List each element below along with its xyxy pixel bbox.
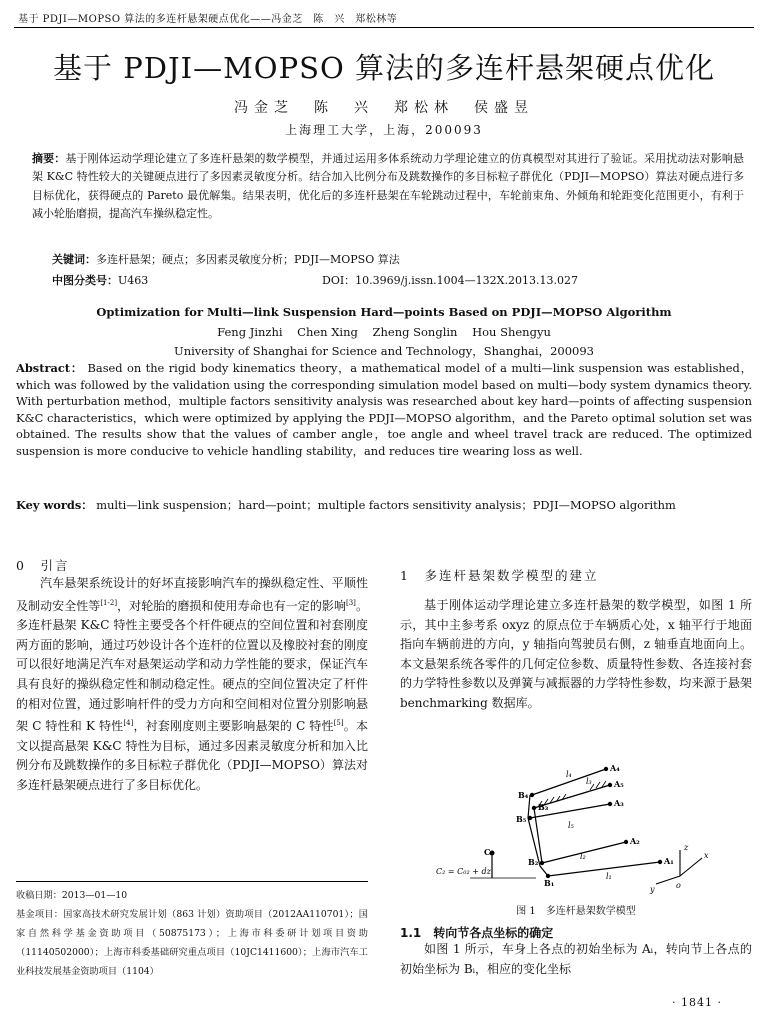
running-head: 基于 PDJI—MOPSO 算法的多连杆悬架硬点优化——冯金芝 陈 兴 郑松林等 (18, 14, 398, 25)
label-y: y (650, 885, 655, 894)
hardpoint-a4 (604, 767, 608, 771)
section-1-heading: 1 多连杆悬架数学模型的建立 (400, 568, 599, 583)
subsection-1-1-heading-text: 1.1 转向节各点坐标的确定 (400, 926, 554, 940)
label-c: C (484, 847, 491, 857)
authors: 冯金芝 陈 兴 郑松林 侯盛昱 (234, 100, 534, 116)
label-l3: l₃ (586, 777, 592, 786)
label-l1: l₁ (606, 872, 612, 881)
keywords-zh-text: 多连杆悬架；硬点；多因素灵敏度分析；PDJI—MOPSO 算法 (96, 253, 400, 266)
affiliation: 上海理工大学，上海，200093 (285, 123, 483, 137)
subsection-1-1-paragraph: 如图 1 所示，车身上各点的初始坐标为 Aᵢ，转向节上各点的初始坐标为 Bᵢ，相应的变化坐标 (400, 942, 752, 976)
label-l4: l₄ (566, 770, 572, 779)
abstract-en-label: Abstract： (16, 361, 84, 375)
keywords-zh (52, 251, 742, 267)
label-x: x (704, 851, 709, 860)
label-o: o (676, 881, 681, 890)
figure-1-caption: 图 1 多连杆悬架数学模型 (516, 906, 636, 917)
keywords-zh-label: 关键词： (52, 253, 96, 266)
text-run: 。本文以提高悬架 K&C 特性为目标，通过多因素灵敏度分析和加入比例分布及跳数操作的多目标粒子群优化（PDJI—MOPSO）算法对多连杆悬架硬点进行了多目标优化。 (16, 719, 369, 792)
text-run: 汽车悬架系统设计的好坏直接影响汽车的操纵稳定性、平顺性及制动安全性等 (16, 576, 368, 613)
label-b2: B₂ (528, 857, 539, 867)
citation-ref: [1-2] (100, 598, 118, 607)
citation-ref: [3] (346, 598, 356, 607)
label-a4: A₄ (610, 763, 620, 773)
label-cz: C₂ = C₀₂ + dz (436, 867, 491, 876)
abstract-en (16, 360, 752, 460)
footnote (16, 886, 368, 981)
section-0-heading: 0 引言 (16, 558, 70, 573)
hardpoint-a5 (608, 783, 612, 787)
classification-code: U463 (118, 274, 149, 287)
abstract-zh (32, 150, 744, 224)
footnote-received: 收稿日期：2013—01—10 (16, 890, 128, 901)
text-run: ，衬套刚度则主要影响悬架的 C 特性 (133, 719, 334, 734)
hardpoint-b4 (530, 793, 534, 797)
hardpoint-b2 (540, 861, 544, 865)
section-1-body (400, 596, 752, 714)
subsection-1-1-body (400, 940, 752, 979)
paper-title: 基于 PDJI—MOPSO 算法的多连杆悬架硬点优化 (53, 51, 715, 85)
abstract-zh-label: 摘要： (32, 152, 66, 165)
section-1-paragraph: 基于刚体运动学理论建立多连杆悬架的数学模型，如图 1 所示，其中主参考系 oxyz 的原点位于车辆质心处，x 轴平行于地面指向车辆前进的方向，y 轴指向驾驶员右侧，z 轴垂直地面向上。本文悬架系统各零件的几何定位参数、质量特性参数、各连接衬套的力学特性参数以及弹簧与减振器的力学特性参数，均来源于悬架 benchmarking 数据库。 (400, 598, 752, 710)
abstract-en-text: Based on the rigid body kinematics theory，a mathematical model of a multi—link suspension was established，which was followed by the validation using the corresponding simulation model based on multi—body system dynamics theory. With perturbation method，multiple factors sensitivity analysis was researched about key hard—points of affecting suspension K&C characteristics，which were optimized by applying the PDJI—MOPSO algorithm，and the Pareto optimal solution set was obtained. The results show that the values of camber angle，toe angle and wheel travel track are reduced. The optimized suspension is more conducive to vehicle handling stability，and reduces tire wearing loss as well. (16, 361, 753, 458)
label-a2: A₂ (630, 836, 640, 846)
link-l1 (548, 862, 660, 876)
label-a5: A₅ (614, 779, 624, 789)
hardpoint-b5 (528, 816, 532, 820)
label-l5: l₅ (568, 821, 574, 830)
label-b1: B₁ (544, 878, 555, 888)
label-l2: l₂ (580, 852, 586, 861)
page-number: · 1841 · (672, 996, 722, 1009)
paper-title-en: Optimization for Multi—link Suspension Hard—points Based on PDJI—MOPSO Algorithm (96, 305, 672, 319)
label-a1: A₁ (664, 856, 674, 866)
figure-1-diagram (430, 758, 730, 903)
abstract-zh-text: 基于刚体运动学理论建立了多连杆悬架的数学模型，并通过运用多体系统动力学理论建立的仿真模型对其进行了验证。采用扰动法对影响悬架 K&C 特性较大的关键硬点进行了多因素灵敏度分析。结合加入比例分布及跳数操作的多目标粒子群优化（PDJI—MOPSO）算法对硬点进行多目标优化，获得硬点的 Pareto 最优解集。结果表明，优化后的多连杆悬架在车轮跳动过程中，车轮前束角、外倾角和轮距变化范围更小，有利于减小轮胎磨损，提高汽车操纵稳定性。 (32, 152, 745, 221)
hardpoint-b3 (532, 806, 536, 810)
subsection-1-1-heading (400, 924, 553, 941)
citation-ref: [4] (123, 719, 134, 728)
keywords-en-label: Key words： (16, 498, 93, 512)
keywords-en (16, 497, 752, 514)
label-b4: B₄ (518, 790, 529, 800)
text-run: ，对轮胎的磨损和使用寿命也有一定的影响 (117, 598, 346, 613)
section-0-body (16, 574, 368, 796)
classification-label: 中图分类号： (52, 274, 118, 287)
label-b3: B₃ (538, 802, 549, 812)
footnote-fund: 基金项目：国家高技术研究发展计划（863 计划）资助项目（2012AA110701）；国家自然科学基金资助项目（50875173）；上海市科委研计划项目资助（11140502000）；上海市科委基础研究重点项目（10JC1411600）；上海市汽车工业科技发展基金资助项目（1104） (16, 909, 368, 977)
section-0-paragraph (16, 574, 368, 796)
hardpoint-a2 (624, 840, 628, 844)
classification-line (52, 272, 742, 288)
hardpoint-a1 (658, 860, 662, 864)
authors-en: Feng Jinzhi Chen Xing Zheng Songlin Hou Shengyu (217, 325, 551, 339)
label-b5: B₅ (516, 814, 527, 824)
citation-ref: [5] (333, 719, 344, 728)
label-a3: A₃ (614, 798, 624, 808)
axis-triad (656, 850, 702, 884)
knuckle-edge (528, 795, 530, 818)
hardpoint-a3 (608, 802, 612, 806)
header-rule (14, 27, 754, 28)
keywords-en-text: multi—link suspension；hard—point；multiple factors sensitivity analysis；PDJI—MOPSO algorithm (96, 498, 676, 512)
doi: DOI：10.3969/j.issn.1004—132X.2013.13.027 (322, 274, 578, 287)
text-run: 。多连杆悬架 K&C 特性主要受各个杆件硬点的空间位置和衬套刚度两方面的影响，通过巧妙设计各个连杆的位置以及橡胶衬套的刚度可以很好地满足汽车对悬架运动学和动力学性能的要求，保证汽车具有良好的操纵稳定性和制动稳定性。硬点的空间位置决定了杆件的相对位置，通过影响杆件的受力方向和空间相对位置分别影响悬架 C 特性和 K 特性 (16, 598, 368, 734)
affiliation-en: University of Shanghai for Science and Technology，Shanghai，200093 (174, 344, 594, 358)
footnote-rule (16, 881, 368, 882)
label-z: z (684, 843, 689, 852)
